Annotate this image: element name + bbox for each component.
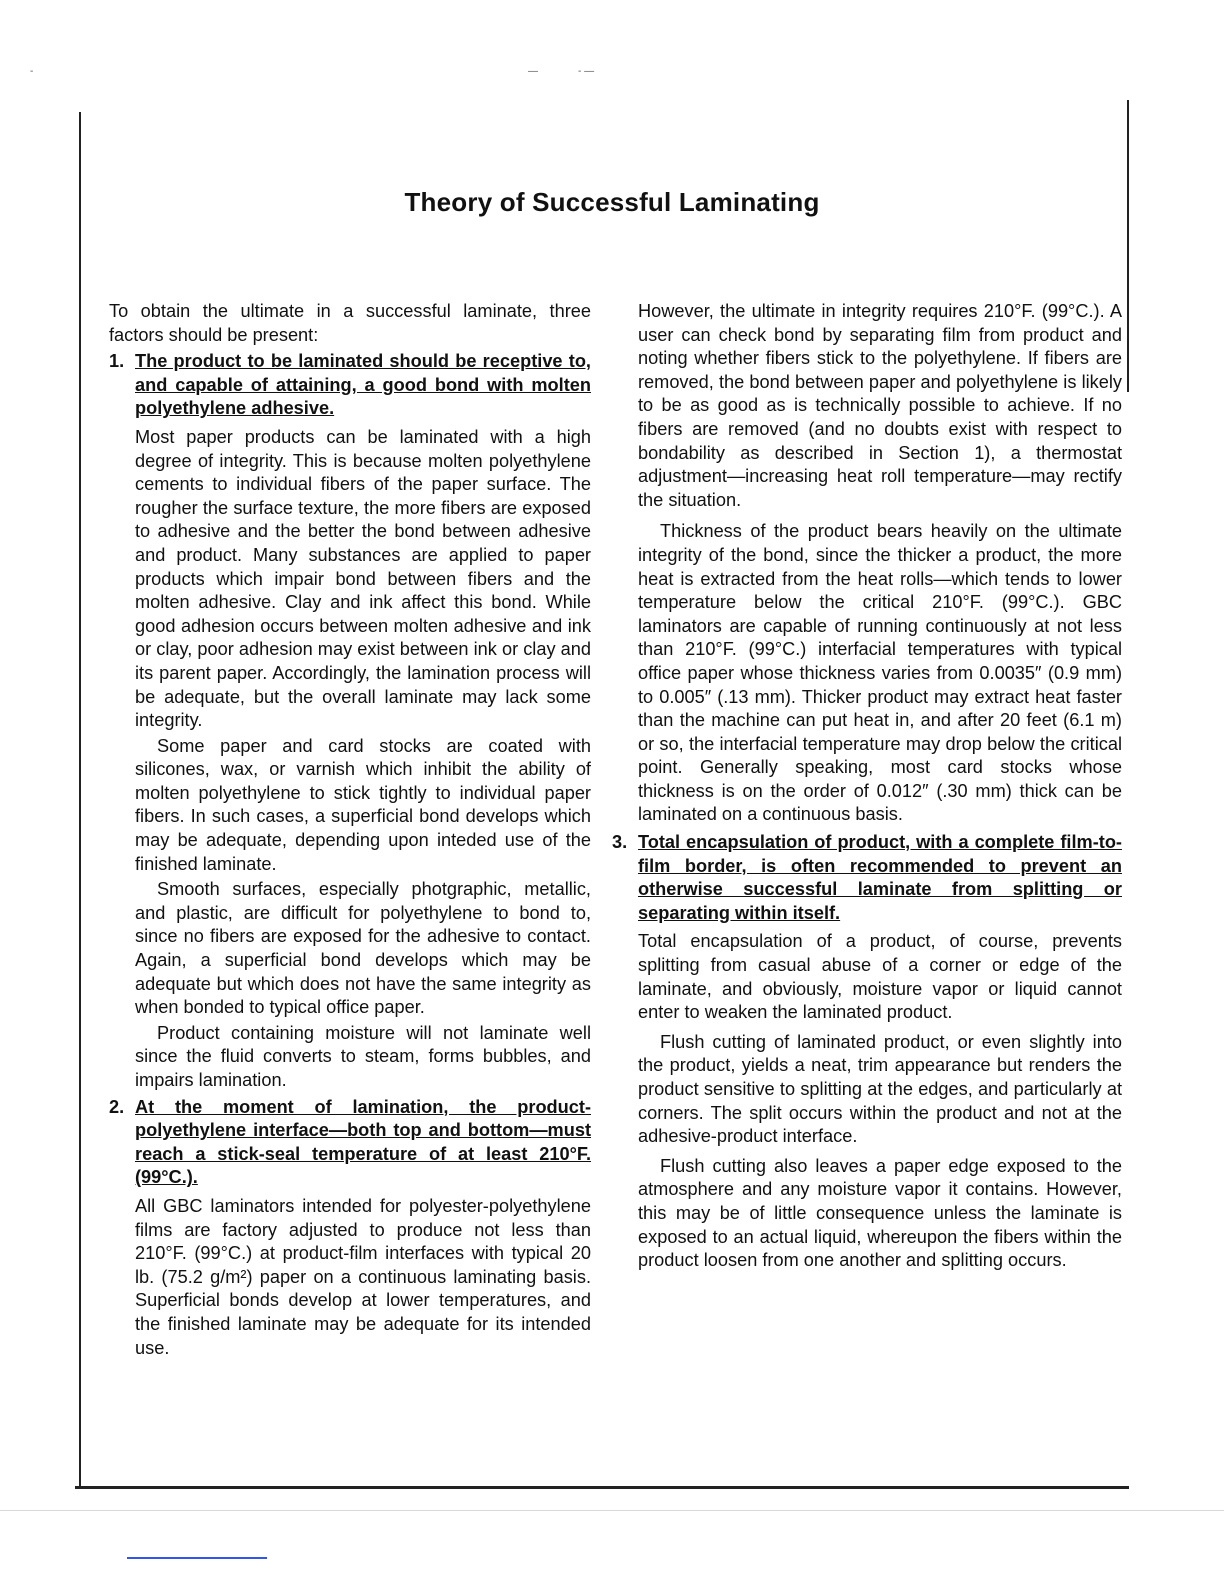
scan-speck-right: - — <box>578 66 595 77</box>
item-3-paragraph: Total encapsulation of a product, of course, prevents splitting from casual abuse of a corner or edge of the laminate, and obviously, moisture vapor or liquid cannot enter to weaken the laminated product. <box>638 931 1122 1023</box>
item-2-continued-paragraph: However, the ultimate in integrity requires 210°F. (99°C.). A user can check bond by separating film from product and noting whether fibers stick to the polyethylene. If fibers are removed, the bond between paper and polyethylene is likely to be as good as is technically possible to achieve. If no fibers are removed (and no doubts exist with respect to bondability as described in Section 1), a thermostat adjustment—increasing heat roll temperature—may rectify the situation. <box>638 301 1122 510</box>
item-1-heading <box>109 350 591 421</box>
scan-speck-left: - <box>30 66 34 77</box>
page-frame-bottom <box>75 1486 1129 1489</box>
item-1-heading-text: The product to be laminated should be receptive to, and capable of attaining, a good bond with molten polyethylene adhesive. <box>135 351 591 419</box>
item-2-heading-text: At the moment of lamination, the product-polyethylene interface—both top and bottom—must reach a stick-seal temperature of at least 210°F. (99°C.). <box>135 1096 591 1188</box>
item-3-heading-text: Total encapsulation of product, with a complete film-to-film border, is often recommended to prevent an otherwise successful laminate from splitting or separating within itself. <box>638 832 1122 923</box>
item-1-paragraph: Most paper products can be laminated with a high degree of integrity. This is because molten polyethylene cements to individual fibers of the paper surface. The rougher the surface texture, the more fibers are exposed to adhesive and the better the bond between adhesive and product. Many substances are applied to paper products which impair bond between fibers and the molten adhesive. Clay and ink affect this bond. While good adhesion occurs between molten adhesive and ink or clay, poor adhesion may exist between ink or clay and its parent paper. Accordingly, the lamination process will be adequate, but the overall laminate may lack some integrity. <box>135 426 591 731</box>
item-3-paragraph: Flush cutting of laminated product, or even slightly into the product, yields a neat, trim appearance but renders the product sensitive to splitting at the edges, and particularly at corners. The split occurs within the product and not at the adhesive-product interface. <box>638 1031 1122 1147</box>
page-frame-left <box>79 112 81 1488</box>
item-2-paragraph: All GBC laminators intended for polyester-polyethylene films are factory adjusted to produce not less than 210°F. (99°C.) at product-film interfaces with typical 20 lb. (75.2 g/m²) paper on a continuous laminating basis. Superficial bonds develop at lower temperatures, and the finished laminate may be adequate for its intended use. <box>135 1195 591 1358</box>
item-1-number: 1. <box>109 351 125 372</box>
link-underline <box>127 1557 267 1559</box>
item-2-continued-paragraph: Thickness of the product bears heavily on the ultimate integrity of the bond, since the thicker a product, the more heat is extracted from the heat rolls—which tends to lower temperature below the critical 210°F. (99°C.). GBC laminators are capable of running continuously at not less than 210°F. (99°C.) interfacial temperatures with typical office paper whose thickness varies from 0.0035″ (0.9 mm) to 0.005″ (.13 mm). Thicker product may extract heat faster than the machine can put heat in, and after 20 feet (6.1 m) or so, the interfacial temperature may drop below the critical point. Generally speaking, most card stocks whose thickness is on the order of 0.012″ (.30 mm) thick can be laminated on a continuous basis. <box>638 521 1122 825</box>
item-3-heading <box>612 831 1122 925</box>
scan-divider <box>0 1510 1224 1511</box>
item-3-number: 3. <box>612 832 628 853</box>
item-3-paragraph: Flush cutting also leaves a paper edge exposed to the atmosphere and any moisture vapor it contains. However, this may be of little consequence unless the laminate is exposed to an actual liquid, whereupon the fibers within the product loosen from one another and splitting occurs. <box>638 1155 1122 1271</box>
item-2-body <box>109 1195 591 1360</box>
item-1-body <box>109 426 591 1093</box>
item-1-paragraph: Smooth surfaces, especially photgraphic, metallic, and plastic, are difficult for polyethylene to bond to, since no fibers are exposed for the adhesive to contact. Again, a superficial bond develops which may be adequate but which does not have the same integrity as when bonded to typical office paper. <box>135 879 591 1018</box>
item-1-paragraph: Product containing moisture will not laminate well since the fluid converts to steam, forms bubbles, and impairs lamination. <box>135 1022 591 1090</box>
item-2-number: 2. <box>109 1096 125 1117</box>
item-2-heading <box>109 1096 591 1190</box>
right-column <box>612 300 1122 1273</box>
page-frame-right <box>1127 100 1129 392</box>
left-column <box>109 300 591 1362</box>
scan-speck-mid: — <box>528 66 538 77</box>
page-title: Theory of Successful Laminating <box>404 187 820 217</box>
intro-paragraph: To obtain the ultimate in a successful laminate, three factors should be present: <box>109 301 591 345</box>
item-1-paragraph: Some paper and card stocks are coated with silicones, wax, or varnish which inhibit the ability of molten polyethylene to stick tightly to individual paper fibers. In such cases, a superficial bond develops which may be adequate, depending upon inteded use of the finished laminate. <box>135 735 591 874</box>
